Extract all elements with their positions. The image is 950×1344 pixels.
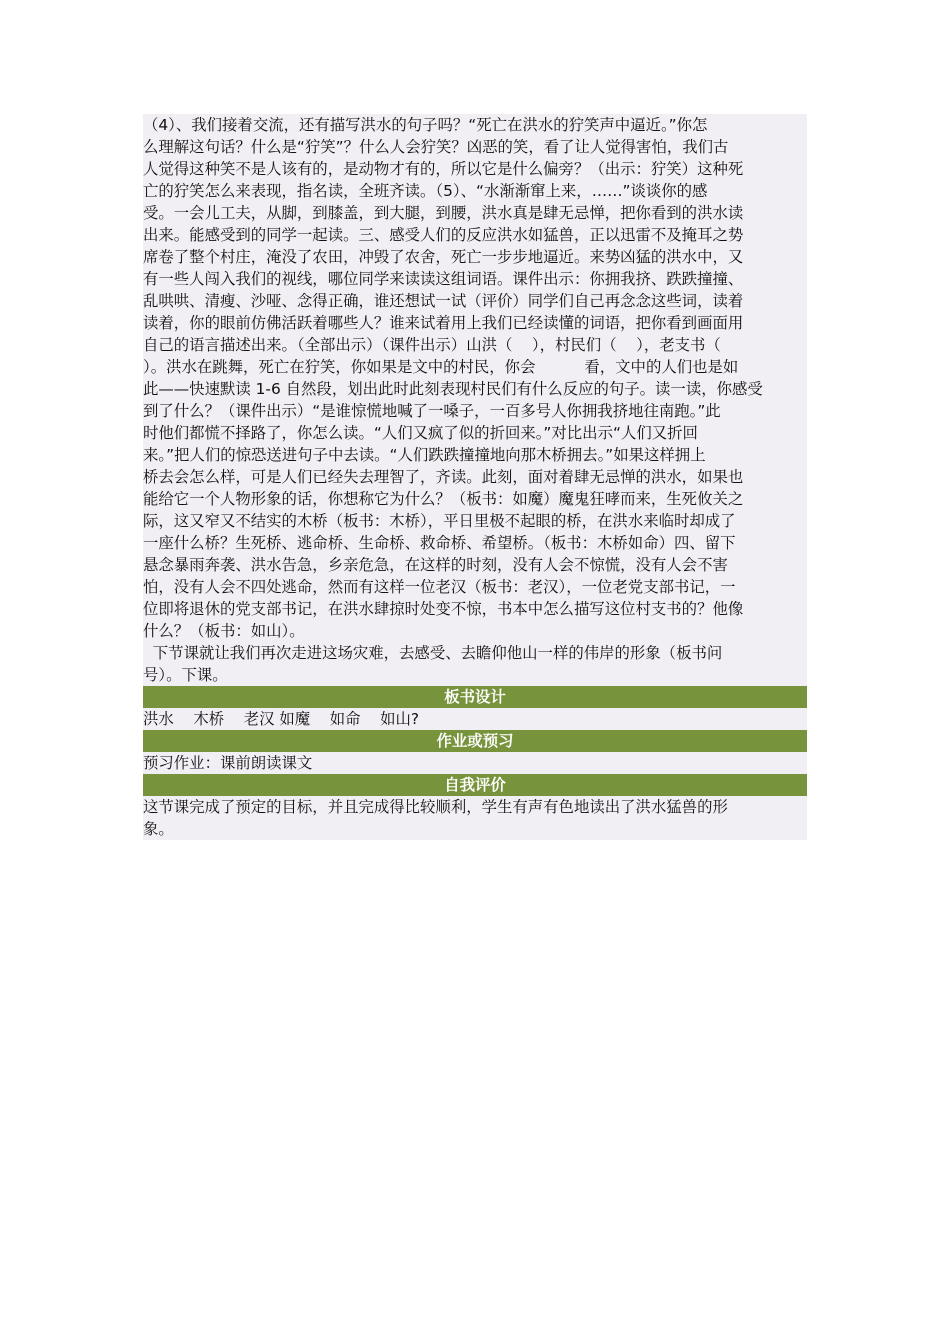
- self-evaluation-content: [143, 796, 807, 840]
- body-line: 乱哄哄、清瘦、沙哑、念得正确，谁还想试一试（评价）同学们自己再念念这些词，读着: [143, 292, 744, 310]
- body-line: 自己的语言描述出来。（全部出示）（课件出示）山洪（ ），村民们（ ），老支书（: [143, 336, 721, 354]
- body-line: 读着，你的眼前仿佛活跃着哪些人？谁来试着用上我们已经读懂的词语，把你看到画面用: [143, 314, 744, 332]
- homework-content: 预习作业：课前朗读课文: [143, 752, 807, 774]
- homework-header: 作业或预习: [143, 730, 807, 752]
- body-line: ）。洪水在跳舞，死亡在狞笑，你如果是文中的村民，你会 看，文中的人们也是如: [143, 358, 739, 376]
- body-line: 桥去会怎么样，可是人们已经失去理智了，齐读。此刻，面对着肆无忌惮的洪水，如果也: [143, 468, 744, 486]
- body-line: 能给它一个人物形象的话，你想称它为什么？（板书：如魔）魔鬼狂哮而来，生死攸关之: [143, 490, 744, 508]
- body-line: 受。一会儿工夫，从脚，到膝盖，到大腿，到腰，洪水真是肆无忌惮，把你看到的洪水读: [143, 204, 744, 222]
- board-design-content: 洪水 木桥 老汉 如魔 如命 如山?: [143, 708, 807, 730]
- body-line: 怕，没有人会不四处逃命，然而有这样一位老汉（板书：老汉），一位老党支部书记，一: [143, 578, 736, 596]
- body-line: 一座什么桥？生死桥、逃命桥、生命桥、救命桥、希望桥。（板书：木桥如命）四、留下: [143, 534, 736, 552]
- body-line: 什么？（板书：如山）。: [143, 622, 305, 640]
- board-design-header: 板书设计: [143, 686, 807, 708]
- body-line: 有一些人闯入我们的视线，哪位同学来读读这组词语。课件出示：你拥我挤、跌跌撞撞、: [143, 270, 744, 288]
- lesson-plan-document: [143, 114, 807, 840]
- body-line: 号）。下课。: [143, 666, 228, 684]
- body-line: 时他们都慌不择路了，你怎么读。“人们又疯了似的折回来。”对比出示“人们又折回: [143, 424, 698, 442]
- body-line: 到了什么？（课件出示）“是谁惊慌地喊了一嗓子，一百多号人你拥我挤地往南跑。”此: [143, 402, 721, 420]
- body-line: 下节课就让我们再次走进这场灾难，去感受、去瞻仰他山一样的伟岸的形象（板书问: [143, 644, 723, 662]
- lesson-body: [143, 114, 807, 686]
- body-line: 悬念暴雨奔袭、洪水告急，乡亲危急，在这样的时刻，没有人会不惊慌，没有人会不害: [143, 556, 728, 574]
- body-line: 来。”把人们的惊恐送进句子中去读。“人们跌跌撞撞地向那木桥拥去。”如果这样拥上: [143, 446, 706, 464]
- body-line: 际，这又窄又不结实的木桥（板书：木桥），平日里极不起眼的桥，在洪水来临时却成了: [143, 512, 736, 530]
- body-line: 位即将退休的党支部书记，在洪水肆掠时处变不惊，书本中怎么描写这位村支书的？他像: [143, 600, 744, 618]
- body-line: 席卷了整个村庄，淹没了农田，冲毁了农舍，死亡一步步地逼近。来势凶猛的洪水中，又: [143, 248, 744, 266]
- self-evaluation-header: 自我评价: [143, 774, 807, 796]
- self-evaluation-line: 这节课完成了预定的目标，并且完成得比较顺利，学生有声有色地读出了洪水猛兽的形: [143, 798, 728, 816]
- body-line: 亡的狞笑怎么来表现，指名读，全班齐读。（5）、“水渐渐窜上来，……”谈谈你的感: [143, 182, 708, 200]
- body-line: 么理解这句话？什么是“狞笑”？什么人会狞笑？凶恶的笑，看了让人觉得害怕，我们古: [143, 138, 729, 156]
- body-line: 此——快速默读 1-6 自然段，划出此时此刻表现村民们有什么反应的句子。读一读，你感受: [143, 380, 763, 398]
- body-line: 人觉得这种笑不是人该有的，是动物才有的，所以它是什么偏旁？（出示：狞笑）这种死: [143, 160, 744, 178]
- self-evaluation-line: 象。: [143, 820, 174, 838]
- body-line: 出来。能感受到的同学一起读。三、感受人们的反应洪水如猛兽，正以迅雷不及掩耳之势: [143, 226, 744, 244]
- body-line: （4）、我们接着交流，还有描写洪水的句子吗？“死亡在洪水的狞笑声中逼近。”你怎: [143, 116, 708, 134]
